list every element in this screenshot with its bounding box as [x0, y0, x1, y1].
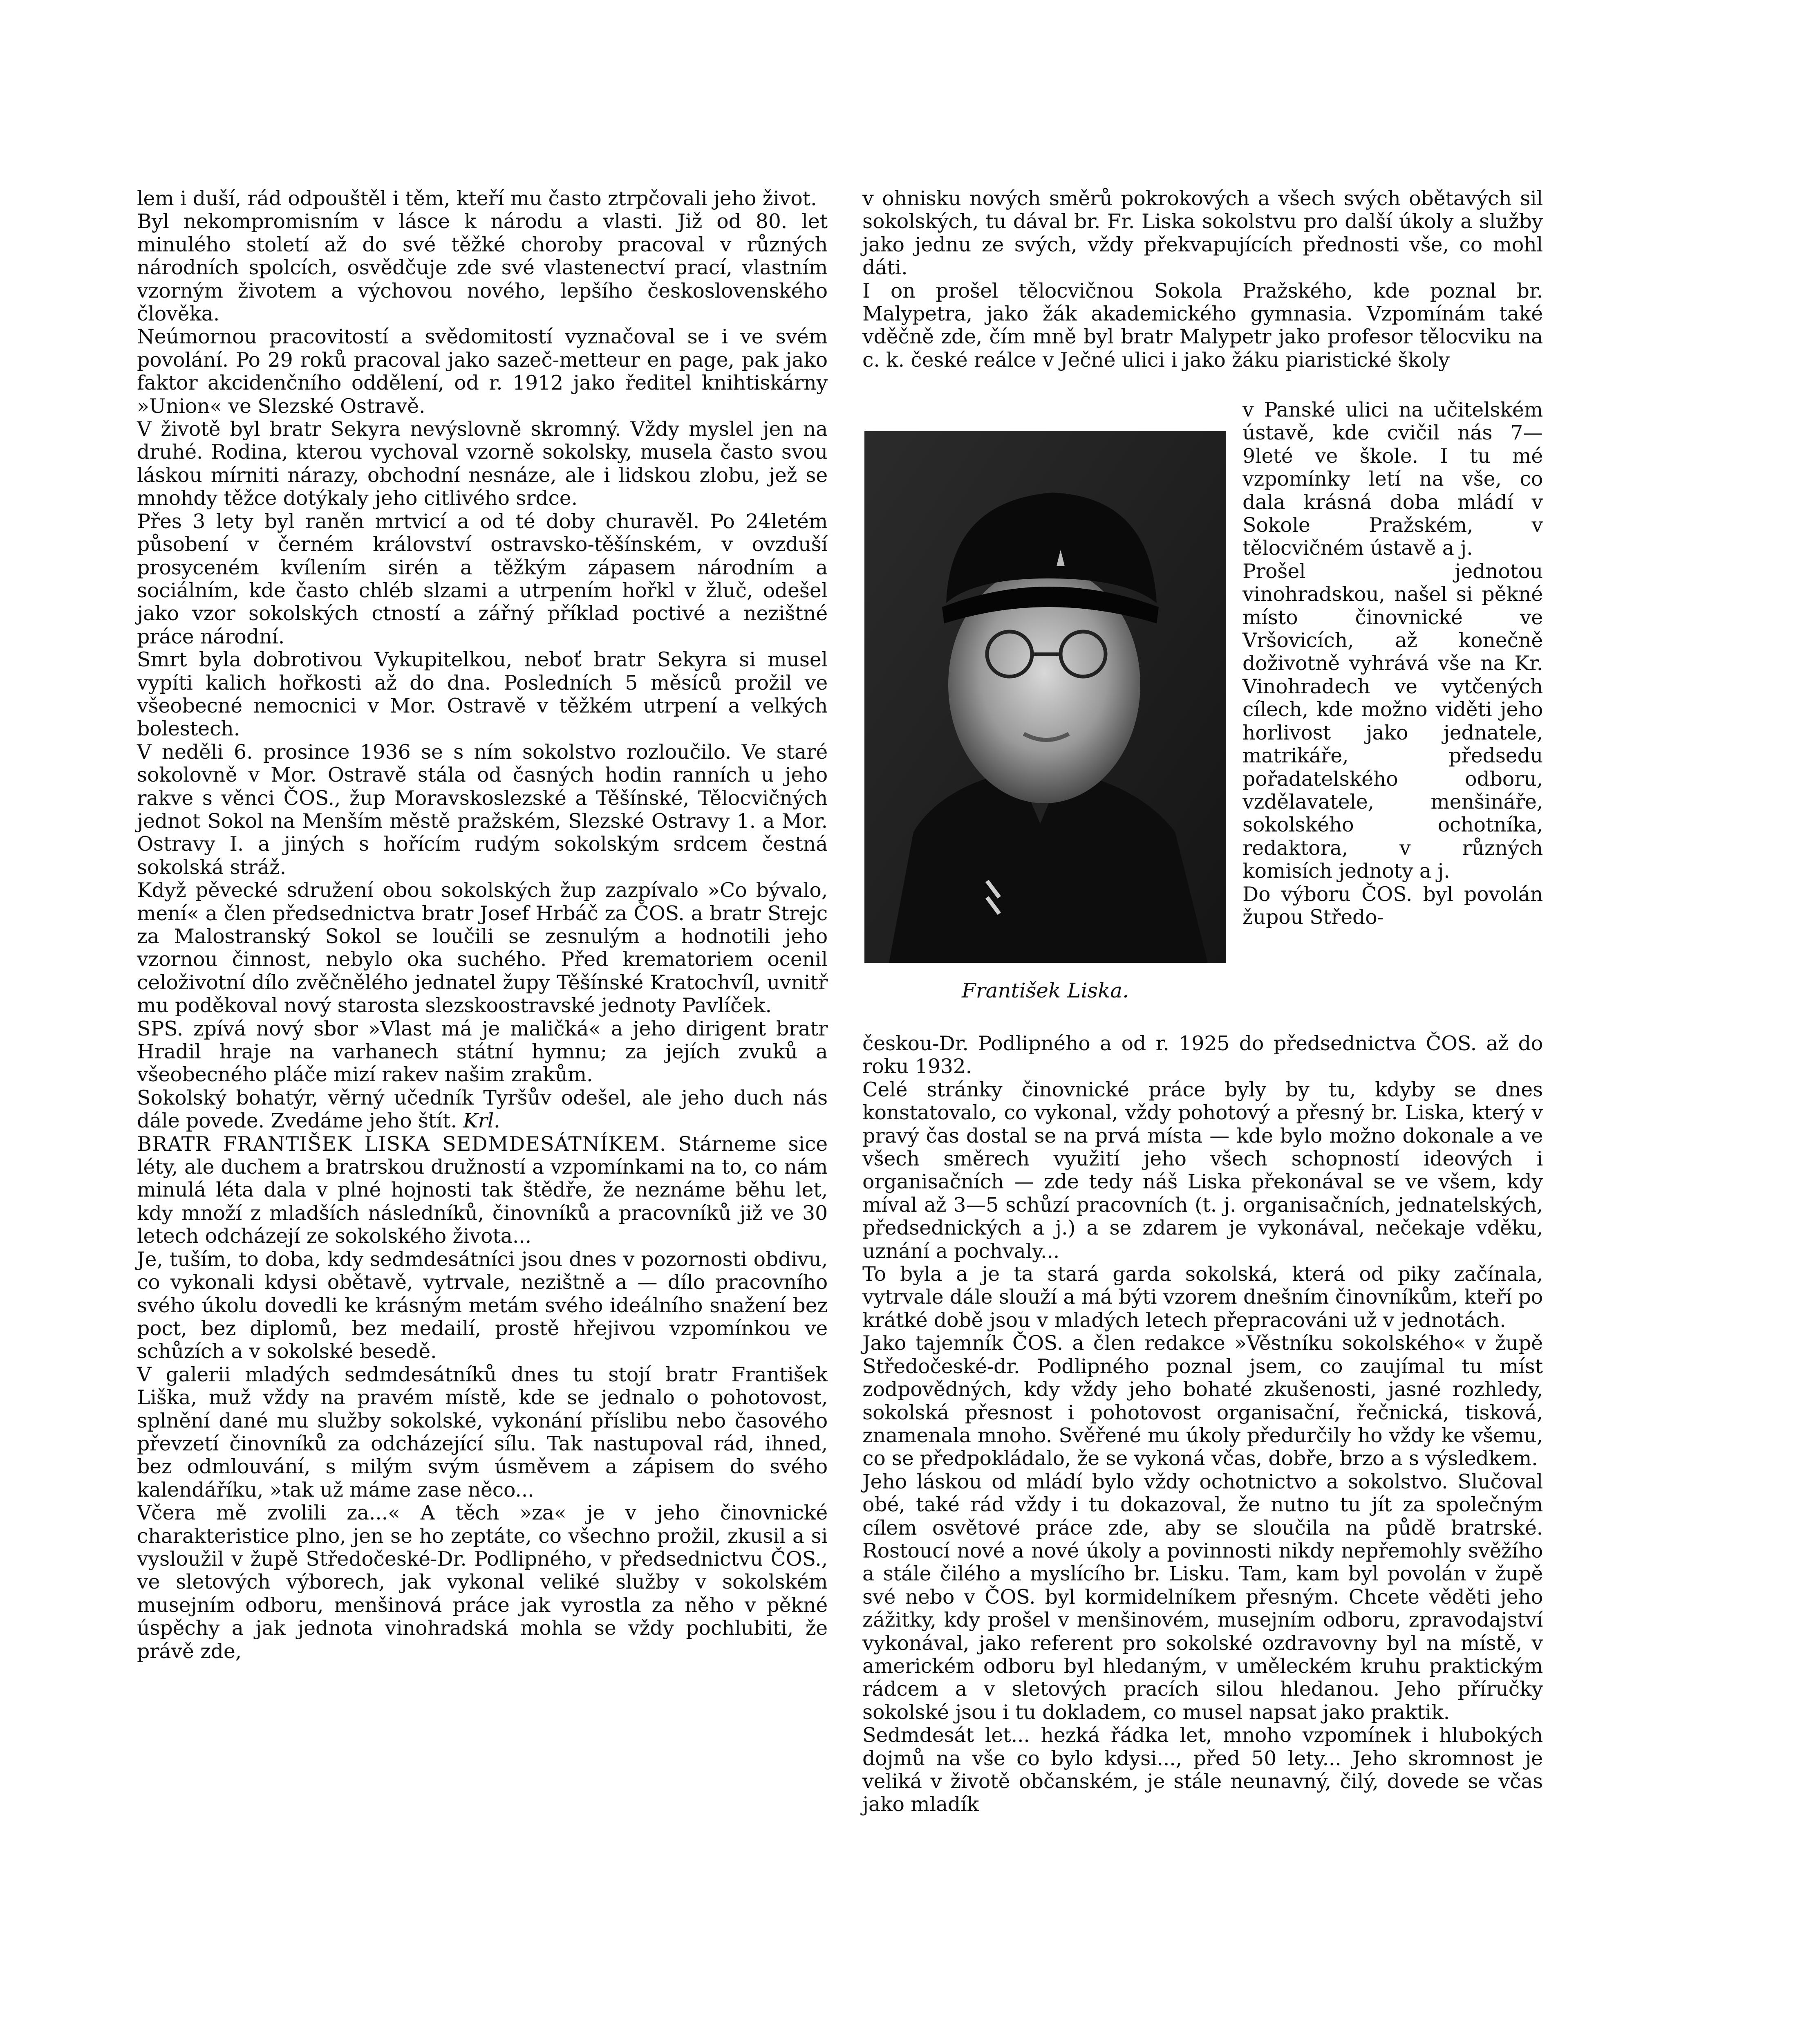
- paragraph: Včera mě zvolili za...« A těch »za« je v jeho činovnické charakteristice plno, jen se ho zeptáte, co všechno prožil, zkusil a si vysloužil v župě Středočeské-Dr. Podlipného, v předsednictvu ČOS., ve sletových výborech, jak vykonal veliké služby v sokolském musejním odboru, menšinová práce jak vyrostla za něho v pěkné úspěchy a jak jednota vinohradská mohla se vždy pochlubiti, že právě zde,: [137, 1501, 828, 1663]
- right-column-top: [862, 187, 1543, 372]
- paragraph: Když pěvecké sdružení obou sokolských žup zazpívalo »Co bývalo, mení« a člen předsednictva bratr Josef Hrbáč za ČOS. a bratr Strejc za Malostranský Sokol se loučili se zesnulým a hodnotili jeho vzornou činnost, nebylo oka suchého. Před krematoriem ocenil celoživotní dílo zvěčnělého jednatel župy Těšínské Kratochvíl, uvnitř mu poděkoval nový starosta slezskoostravské jednoty Pavlíček.: [137, 879, 828, 1018]
- portrait-image: [864, 431, 1226, 963]
- intro-text: Stárneme sice léty, ale duchem a bratrskou družností a vzpomínkami na to, co nám minulá léta dala v plné hojnosti tak štědře, že neznáme běhu let, kdy množí z mladších následníků, činovníků a pracovníků již ve 30 letech odcházejí ze sokolského života...: [137, 1132, 828, 1248]
- paragraph: Jako tajemník ČOS. a člen redakce »Věstníku sokolského« v župě Středočeské-dr. Podlipného poznal jsem, co zaujímal tu míst zodpovědných, kdy vždy jeho bohaté zkušenosti, jasné rozhledy, sokolská přesnost i pohotovost organisační, řečnická, tisková, znamenala mnoho. Svěřené mu úkoly předurčily ho vždy ke všemu, co se předpokládalo, že se vykoná včas, dobře, brzo a s výsledkem.: [862, 1331, 1543, 1470]
- paragraph-with-signature: [137, 1087, 828, 1133]
- paragraph: v ohnisku nových směrů pokrokových a všech svých obětavých sil sokolských, tu dával br. Fr. Liska sokolstvu pro další úkoly a služby jako jednu ze svých, vždy překvapujících přednosti vše, co mohl dáti.: [862, 187, 1543, 280]
- paragraph: v Panské ulici na učitelském ústavě, kde cvičil nás 7—9leté ve škole. I tu mé vzpomínky letí na vše, co dala krásná doba mládí v Sokole Pražském, v tělocvičném ústavě a j.: [1242, 398, 1543, 560]
- paragraph: To byla a je ta stará garda sokolská, která od piky začínala, vytrvale dále slouží a má býti vzorem dnešním činovníkům, kteří po krátké době jsou v mladých letech přepracováni už v jednotách.: [862, 1262, 1543, 1332]
- photo-caption: František Liska.: [962, 979, 1129, 1002]
- paragraph: lem i duší, rád odpouštěl i těm, kteří mu často ztrpčovali jeho život.: [137, 187, 817, 210]
- paragraph: Sedmdesát let... hezká řádka let, mnoho vzpomínek i hlubokých dojmů na vše co bylo kdysi..., před 50 lety... Jeho skromnost je veliká v životě občanském, je stále neunavný, čilý, dovede se včas jako mladík: [862, 1724, 1543, 1816]
- right-column-bottom: [862, 1032, 1543, 1816]
- paragraph: Celé stránky činovnické práce byly by tu, kdyby se dnes konstatovalo, co vykonal, vždy pohotový a přesný br. Liska, který v pravý čas dostal se na prvá místa — kde bylo možno dokonale a ve všech směrech využití jeho všech schopností ideových i organisačních — zde tedy náš Liska překonával se ve všem, kdy míval až 3—5 schůzí pracovních (t. j. organisačních, jednatelských, předsednických a j.) a se zdarem je vykonával, nečekaje vděku, uznání a pochvaly...: [862, 1078, 1543, 1263]
- paragraph: Byl nekompromisním v lásce k národu a vlasti. Již od 80. let minulého století až do své těžké choroby pracoval v různých národních spolcích, osvědčuje zde své vlastenectví prací, vlastním vzorným životem a výchovou nového, lepšího československého člověka.: [137, 210, 828, 326]
- right-column-narrow: [1242, 399, 1543, 929]
- paragraph: Prošel jednotou vinohradskou, našel si pěkné místo činovnické ve Vršovicích, až konečně doživotně vyhrává vše na Kr. Vinohradech ve vytčených cílech, kde možno viděti jeho horlivost jako jednatele, matrikáře, předsedu pořadatelského odboru, vzdělavatele, menšináře, sokolského ochotníka, redaktora, v různých komisích jednoty a j.: [1242, 559, 1543, 883]
- paragraph: Je, tuším, to doba, kdy sedmdesátníci jsou dnes v pozornosti obdivu, co vykonali kdysi obětavě, vytrvale, nezištně a — dílo pracovního svého úkolu dovedli ke krásným metám svého ideálního snažení bez poct, bez diplomů, bez medailí, prostě hřejivou vzpomínkou ve schůzích a v sokolské besedě.: [137, 1247, 828, 1363]
- article-heading: BRATR FRANTIŠEK LISKA SEDMDESÁTNÍKEM.: [137, 1132, 667, 1156]
- portrait-photo: [864, 431, 1226, 963]
- paragraph: SPS. zpívá nový sbor »Vlast má je maličká« a jeho dirigent bratr Hradil hraje na varhanech státní hymnu; za jejích zvuků a všeobecného pláče mizí rakev našim zrakům.: [137, 1017, 828, 1087]
- paragraph: Do výboru ČOS. byl povolán župou Středo-: [1242, 882, 1543, 929]
- paragraph: I on prošel tělocvičnou Sokola Pražského, kde poznal br. Malypetra, jako žák akademického gymnasia. Vzpomínám také vděčně zde, čím mně byl bratr Malypetr jako profesor tělocviku na c. k. české reálce v Ječné ulici i jako žáku piaristické školy: [862, 279, 1543, 372]
- paragraph: Smrt byla dobrotivou Vykupitelkou, neboť bratr Sekyra si musel vypíti kalich hořkosti až do dna. Posledních 5 měsíců prožil ve všeobecné nemocnici v Mor. Ostravě v těžkém utrpení a velkých bolestech.: [137, 648, 828, 741]
- article-intro: [137, 1133, 828, 1248]
- paragraph: českou-Dr. Podlipného a od r. 1925 do předsednictva ČOS. až do roku 1932.: [862, 1032, 1543, 1078]
- closing-text: Sokolský bohatýr, věrný učedník Tyršův odešel, ale jeho duch nás dále povede. Zvedáme jeho štít.: [137, 1086, 828, 1133]
- signature: Krl.: [463, 1109, 500, 1133]
- portrait-figure: [864, 431, 1226, 1002]
- paragraph: Jeho láskou od mládí bylo vždy ochotnictvo a sokolstvo. Slučoval obé, také rád vždy i tu dokazoval, že nutno tu jít za společným cílem osvětové práce zde, aby se sloučila na půdě bratrské. Rostoucí nové a nové úkoly a povinnosti nikdy nepřemohly svěžího a stále čilého a myslícího br. Lisku. Tam, kam byl povolán v župě své nebo v ČOS. byl kormidelníkem přesným. Chcete věděti jeho zážitky, kdy prošel v menšinovém, musejním odboru, zpravodajství vykonával, jako referent pro sokolské ozdravovny byl na místě, v americkém odboru byl hledaným, v uměleckém kruhu praktickým rádcem a v sletových pracích silou hledanou. Jeho příručky sokolské jsou i tu dokladem, co musel napsat jako praktik.: [862, 1470, 1543, 1724]
- paragraph: V galerii mladých sedmdesátníků dnes tu stojí bratr František Liška, muž vždy na pravém místě, kde se jednalo o pohotovost, splnění dané mu služby sokolské, vykonání příslibu nebo časového převzetí činovníků za odcházející sílu. Tak nastupoval rád, ihned, bez odmlouvání, s milým svým úsměvem a zápisem do svého kalendáříku, »tak už máme zase něco...: [137, 1363, 828, 1502]
- paragraph: V neděli 6. prosince 1936 se s ním sokolstvo rozloučilo. Ve staré sokolovně v Mor. Ostravě stála od časných hodin ranních u jeho rakve s věnci ČOS., žup Moravskoslezské a Těšínské, Tělocvičných jednot Sokol na Menším městě pražském, Slezské Ostravy 1. a Mor. Ostravy I. a jiných s hořícím rudým sokolským srdcem čestná sokolská stráž.: [137, 740, 828, 879]
- paragraph: V životě byl bratr Sekyra nevýslovně skromný. Vždy myslel jen na druhé. Rodina, kterou vychoval vzorně sokolsky, musela často svou láskou mírniti nárazy, obchodní nesnáze, ale i lidskou zlobu, jež se mnohdy těžce dotýkaly jeho citlivého srdce.: [137, 417, 828, 510]
- paragraph: Neúmornou pracovitostí a svědomitostí vyznačoval se i ve svém povolání. Po 29 roků pracoval jako sazeč-metteur en page, pak jako faktor akcidenčního oddělení, od r. 1912 jako ředitel knihtiskárny »Union« ve Slezské Ostravě.: [137, 325, 828, 418]
- paragraph: Přes 3 lety byl raněn mrtvicí a od té doby churavěl. Po 24letém působení v černém království ostravsko-těšínském, v ovzduší prosyceném kvílením sirén a těžkým zápasem národním a sociálním, kde často chléb slzami a utrpením hořkl v žluč, odešel jako vzor sokolských ctností a zářný příklad poctivé a nezištné práce národní.: [137, 509, 828, 648]
- left-column: [137, 187, 828, 1663]
